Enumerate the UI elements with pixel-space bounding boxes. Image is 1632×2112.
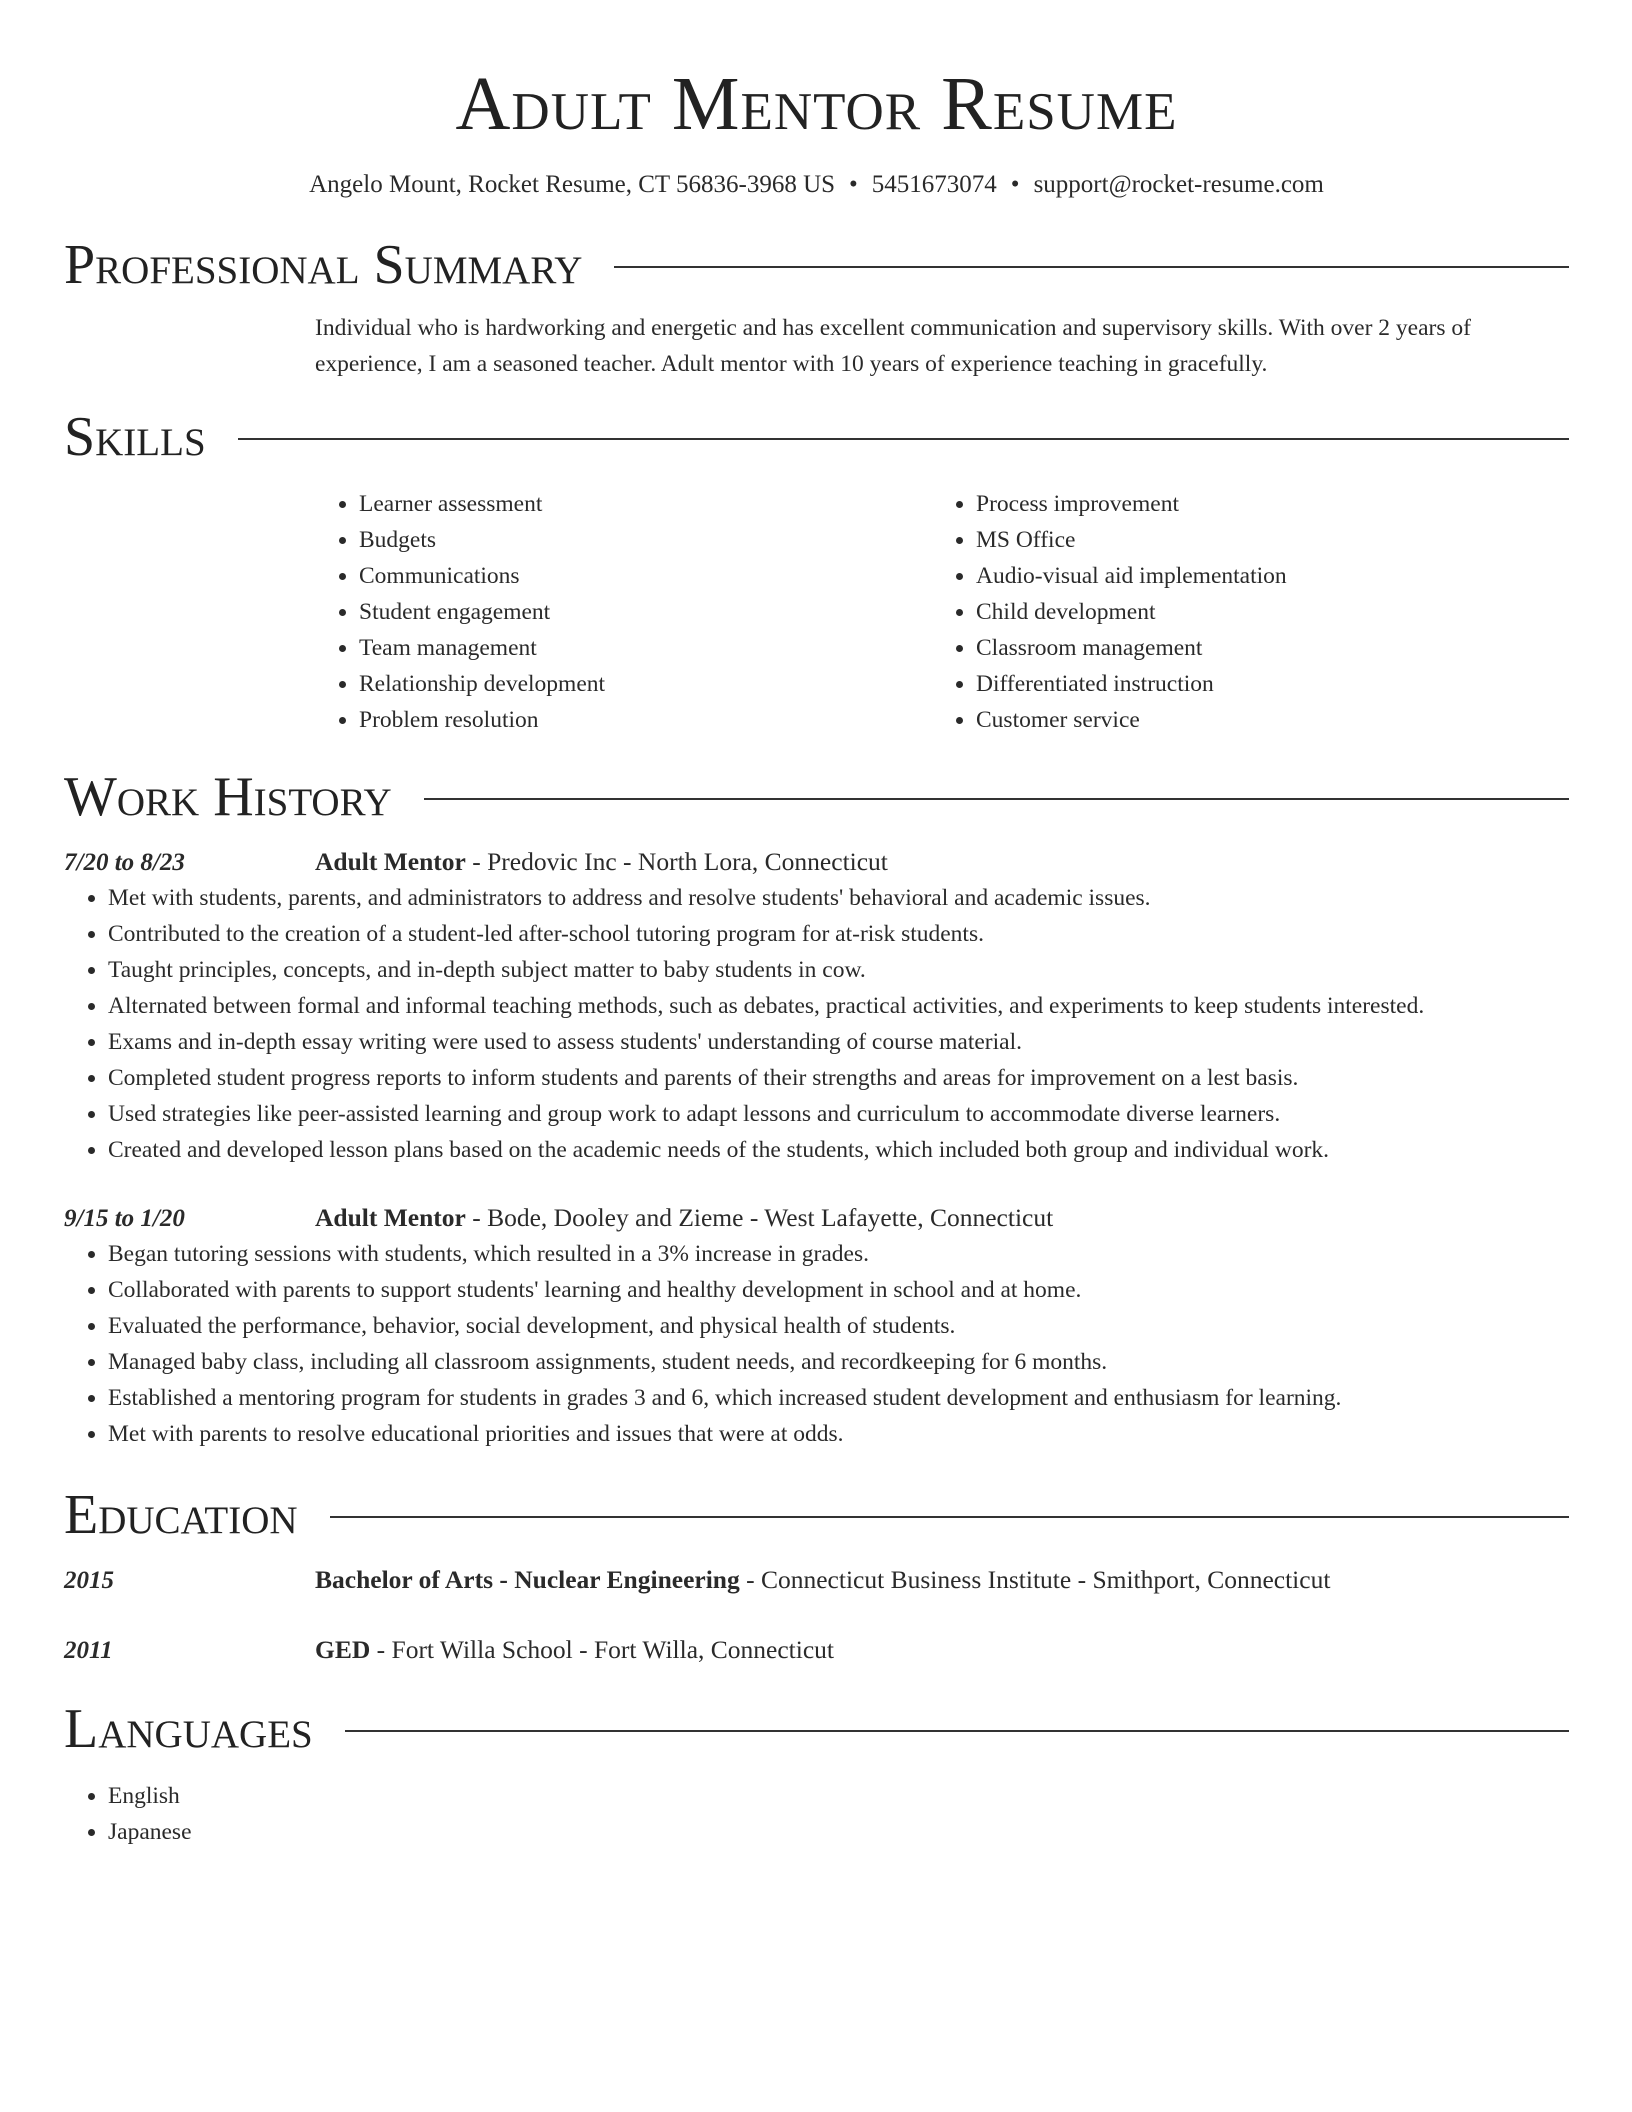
job-title-line xyxy=(315,1200,1053,1236)
job-dates: 7/20 to 8/23 xyxy=(64,849,185,876)
education-line xyxy=(315,1562,1330,1598)
job-bullet: • Met with parents to resolve educational priorities and issues that were at odds. xyxy=(108,1416,1569,1452)
section-divider xyxy=(330,1516,1569,1518)
contact-phone: 5451673074 xyxy=(871,171,997,198)
education-heading: Education xyxy=(64,1484,298,1546)
job-title-line xyxy=(315,844,888,880)
education-entry xyxy=(64,1632,1569,1668)
contact-address: Angelo Mount, Rocket Resume, CT 56836-3968 US xyxy=(309,171,836,198)
education-school: - Connecticut Business Institute - Smithport, Connecticut xyxy=(739,1565,1331,1594)
job-bullet: • Collaborated with parents to support students' learning and healthy development in school and at home. xyxy=(108,1272,1569,1308)
skill-item: • Child development xyxy=(976,594,1549,630)
summary-section-header xyxy=(64,230,1569,300)
skill-item: • Relationship development xyxy=(359,666,932,702)
contact-line xyxy=(64,168,1569,202)
job-bullet: • Created and developed lesson plans based on the academic needs of the students, which included both group and individual work. xyxy=(108,1132,1569,1168)
education-section-header xyxy=(64,1480,1569,1550)
languages-list xyxy=(64,1778,1569,1850)
education-year: 2011 xyxy=(64,1637,113,1664)
language-item: • English xyxy=(108,1778,1569,1814)
job-bullet: • Managed baby class, including all classroom assignments, student needs, and recordkeeping for 6 months. xyxy=(108,1344,1569,1380)
job-company: - Bode, Dooley and Zieme - West Lafayette, Connecticut xyxy=(465,1203,1054,1232)
skill-item: • Differentiated instruction xyxy=(976,666,1549,702)
contact-separator: • xyxy=(1010,171,1020,198)
skill-item: • Learner assessment xyxy=(359,486,932,522)
contact-separator: • xyxy=(849,171,858,198)
job-bullet: • Used strategies like peer-assisted learning and group work to adapt lessons and curriculum to accommodate diverse learners. xyxy=(108,1096,1569,1132)
skill-item: • Communications xyxy=(359,558,932,594)
skill-item: • Student engagement xyxy=(359,594,932,630)
work-heading: Work History xyxy=(64,766,392,828)
summary-heading: Professional Summary xyxy=(64,234,583,296)
education-line xyxy=(315,1632,834,1668)
language-item: • Japanese xyxy=(108,1814,1569,1850)
job-header xyxy=(64,844,1569,880)
job-title: Adult Mentor xyxy=(315,1203,466,1232)
job-bullet: • Met with students, parents, and administrators to address and resolve students' behavioral and academic issues. xyxy=(108,880,1569,916)
skill-item: • Classroom management xyxy=(976,630,1549,666)
summary-text: Individual who is hardworking and energetic and has excellent communication and supervisory skills. With over 2 years of experience, I am a seasoned teacher. Adult mentor with 10 years of experience teaching in gracefully. xyxy=(315,315,1471,377)
contact-email[interactable]: support@rocket-resume.com xyxy=(1033,171,1324,198)
education-year: 2015 xyxy=(64,1567,114,1594)
job-bullet: • Began tutoring sessions with students, which resulted in a 3% increase in grades. xyxy=(108,1236,1569,1272)
skill-item: • Problem resolution xyxy=(359,702,932,738)
section-divider xyxy=(345,1730,1569,1732)
skills-column-left xyxy=(315,486,932,738)
job-bullet: • Contributed to the creation of a student-led after-school tutoring program for at-risk students. xyxy=(108,916,1569,952)
section-divider xyxy=(614,266,1569,268)
job-bullets xyxy=(64,880,1569,1168)
resume-page xyxy=(64,0,1569,1850)
job-company: - Predovic Inc - North Lora, Connecticut xyxy=(465,847,888,876)
skills-heading: Skills xyxy=(64,406,206,468)
job-bullet: • Evaluated the performance, behavior, social development, and physical health of students. xyxy=(108,1308,1569,1344)
job-bullet: • Completed student progress reports to inform students and parents of their strengths and areas for improvement on a lest basis. xyxy=(108,1060,1569,1096)
skill-item: • Customer service xyxy=(976,702,1549,738)
education-degree: Bachelor of Arts - Nuclear Engineering xyxy=(315,1565,740,1594)
skills-section-header xyxy=(64,402,1569,472)
skill-item: • Team management xyxy=(359,630,932,666)
skill-item: • Budgets xyxy=(359,522,932,558)
languages-heading: Languages xyxy=(64,1698,313,1760)
job-entry xyxy=(64,844,1569,1168)
skill-item: • Process improvement xyxy=(976,486,1549,522)
job-header xyxy=(64,1200,1569,1236)
education-entry xyxy=(64,1562,1569,1598)
job-entry xyxy=(64,1200,1569,1452)
section-divider xyxy=(238,438,1569,440)
skill-item: • MS Office xyxy=(976,522,1549,558)
job-dates: 9/15 to 1/20 xyxy=(64,1205,185,1232)
skills-column-right xyxy=(932,486,1549,738)
job-bullets xyxy=(64,1236,1569,1452)
resume-title: Adult Mentor Resume xyxy=(455,62,1178,146)
skill-item: • Audio-visual aid implementation xyxy=(976,558,1549,594)
section-divider xyxy=(424,798,1569,800)
work-section-header xyxy=(64,762,1569,832)
languages-section-header xyxy=(64,1694,1569,1764)
job-title: Adult Mentor xyxy=(315,847,466,876)
education-school: - Fort Willa School - Fort Willa, Connecticut xyxy=(370,1635,835,1664)
job-bullet: • Alternated between formal and informal teaching methods, such as debates, practical activities, and experiments to keep students interested. xyxy=(108,988,1569,1024)
job-bullet: • Exams and in-depth essay writing were used to assess students' understanding of course material. xyxy=(108,1024,1569,1060)
job-bullet: • Established a mentoring program for students in grades 3 and 6, which increased student development and enthusiasm for learning. xyxy=(108,1380,1569,1416)
education-degree: GED xyxy=(315,1635,371,1664)
job-bullet: • Taught principles, concepts, and in-depth subject matter to baby students in cow. xyxy=(108,952,1569,988)
skills-list xyxy=(315,486,1569,738)
